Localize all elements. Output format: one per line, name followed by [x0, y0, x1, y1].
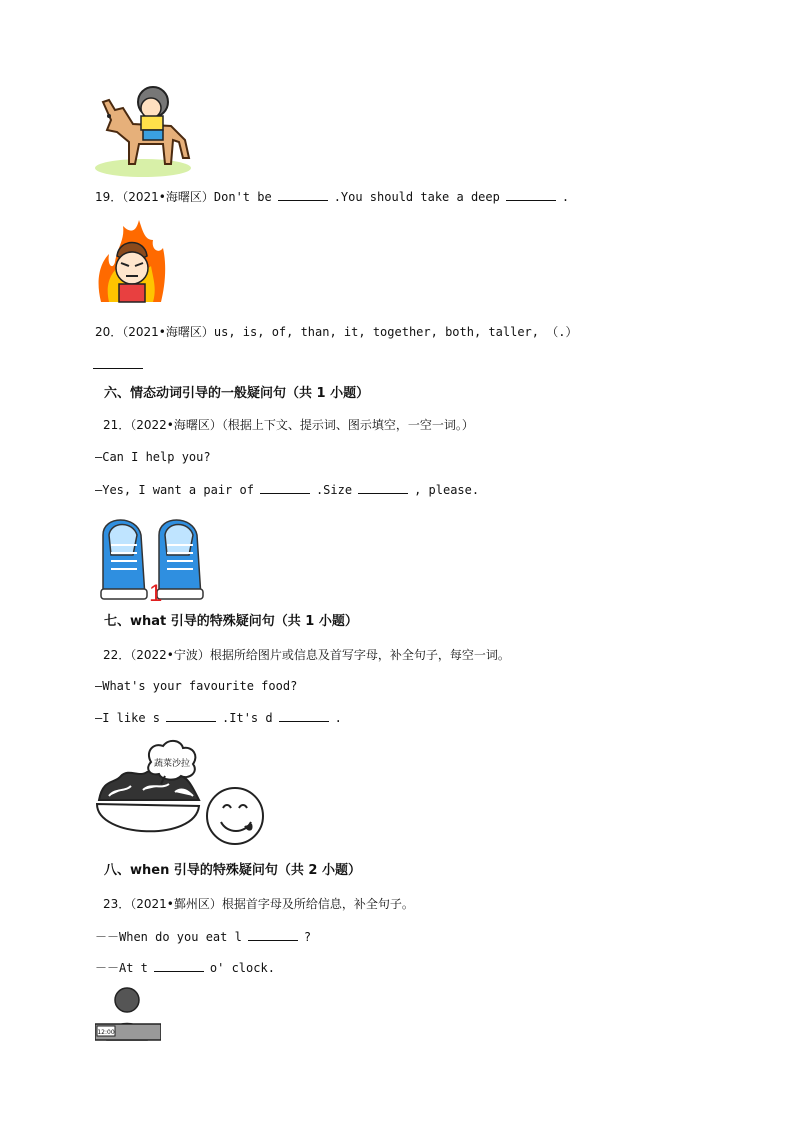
q21-line-1: —Can I help you?: [95, 450, 211, 464]
q23-text-1: －－When do you eat l: [95, 930, 242, 944]
q21-blank-2[interactable]: [358, 481, 408, 494]
q21-text-1: —Yes, I want a pair of: [95, 483, 254, 497]
q22-text-1: —I like s: [95, 711, 161, 725]
q21-text-3: , please.: [414, 483, 480, 497]
q22-line-1: —What's your favourite food?: [95, 679, 298, 693]
q19-blank-2[interactable]: [506, 188, 556, 201]
q23-instruction: 根据首字母及所给信息，补全句子。: [221, 897, 414, 911]
section-6-title: 六、情态动词引导的一般疑问句（共 1 小题）: [104, 386, 370, 401]
q21-text-2: .Size: [315, 483, 353, 497]
q23-text-2: ?: [303, 930, 312, 944]
bubble-text: 蔬菜沙拉: [153, 759, 191, 769]
q23-text-3: －－At t: [95, 961, 148, 975]
question-19: [95, 188, 569, 205]
q23-line-1: [95, 928, 311, 945]
question-23: [103, 896, 414, 912]
question-20: [95, 324, 577, 340]
q19-text-1: Don't be: [213, 190, 272, 204]
q23-blank-2[interactable]: [154, 959, 204, 972]
q22-text-2: .It's d: [222, 711, 273, 725]
question-22: [103, 647, 510, 663]
clock-label: 12:00: [97, 1029, 115, 1036]
section-8-title: 八、when 引导的特殊疑问句（共 2 小题）: [104, 863, 361, 878]
question-21: [103, 417, 474, 433]
q23-text-4: o' clock.: [209, 961, 275, 975]
angry-girl-fire-image: [95, 218, 167, 304]
q22-line-2: [95, 709, 342, 726]
q23-number: 23．（2021•鄞州区）: [103, 897, 222, 911]
q19-number: 19．（2021•海曙区）: [95, 190, 214, 204]
q19-blank-1[interactable]: [278, 188, 328, 201]
blue-sneakers-image: [97, 505, 209, 605]
q21-blank-1[interactable]: [260, 481, 310, 494]
q22-blank-2[interactable]: [279, 709, 329, 722]
boy-riding-horse-image: [93, 80, 195, 178]
salad-bowl-smiley-image: [95, 738, 267, 850]
q22-number: 22．（2022•宁波）: [103, 648, 210, 662]
q20-number: 20．（2021•海曙区）: [95, 325, 214, 339]
q20-words: us, is, of, than, it, together, both, taller, （.）: [213, 325, 578, 339]
person-eating-clock-image: [95, 982, 161, 1042]
q22-instruction: 根据所给图片或信息及首写字母，补全句子，每空一词。: [209, 648, 510, 662]
q21-line-2: [95, 481, 479, 498]
q23-line-2: [95, 959, 275, 976]
shoe-size-number: 1: [149, 580, 163, 605]
q20-answer-blank[interactable]: [93, 356, 143, 369]
section-7-title: 七、what 引导的特殊疑问句（共 1 小题）: [104, 614, 358, 629]
q22-blank-1[interactable]: [166, 709, 216, 722]
q23-blank-1[interactable]: [248, 928, 298, 941]
q22-text-3: .: [334, 711, 342, 725]
q21-instruction: （根据上下文、提示词、图示填空，一空一词。）: [221, 418, 474, 432]
q19-text-2: .You should take a deep: [333, 190, 500, 204]
q21-number: 21．（2022•海曙区）: [103, 418, 222, 432]
q19-text-3: .: [561, 190, 570, 204]
